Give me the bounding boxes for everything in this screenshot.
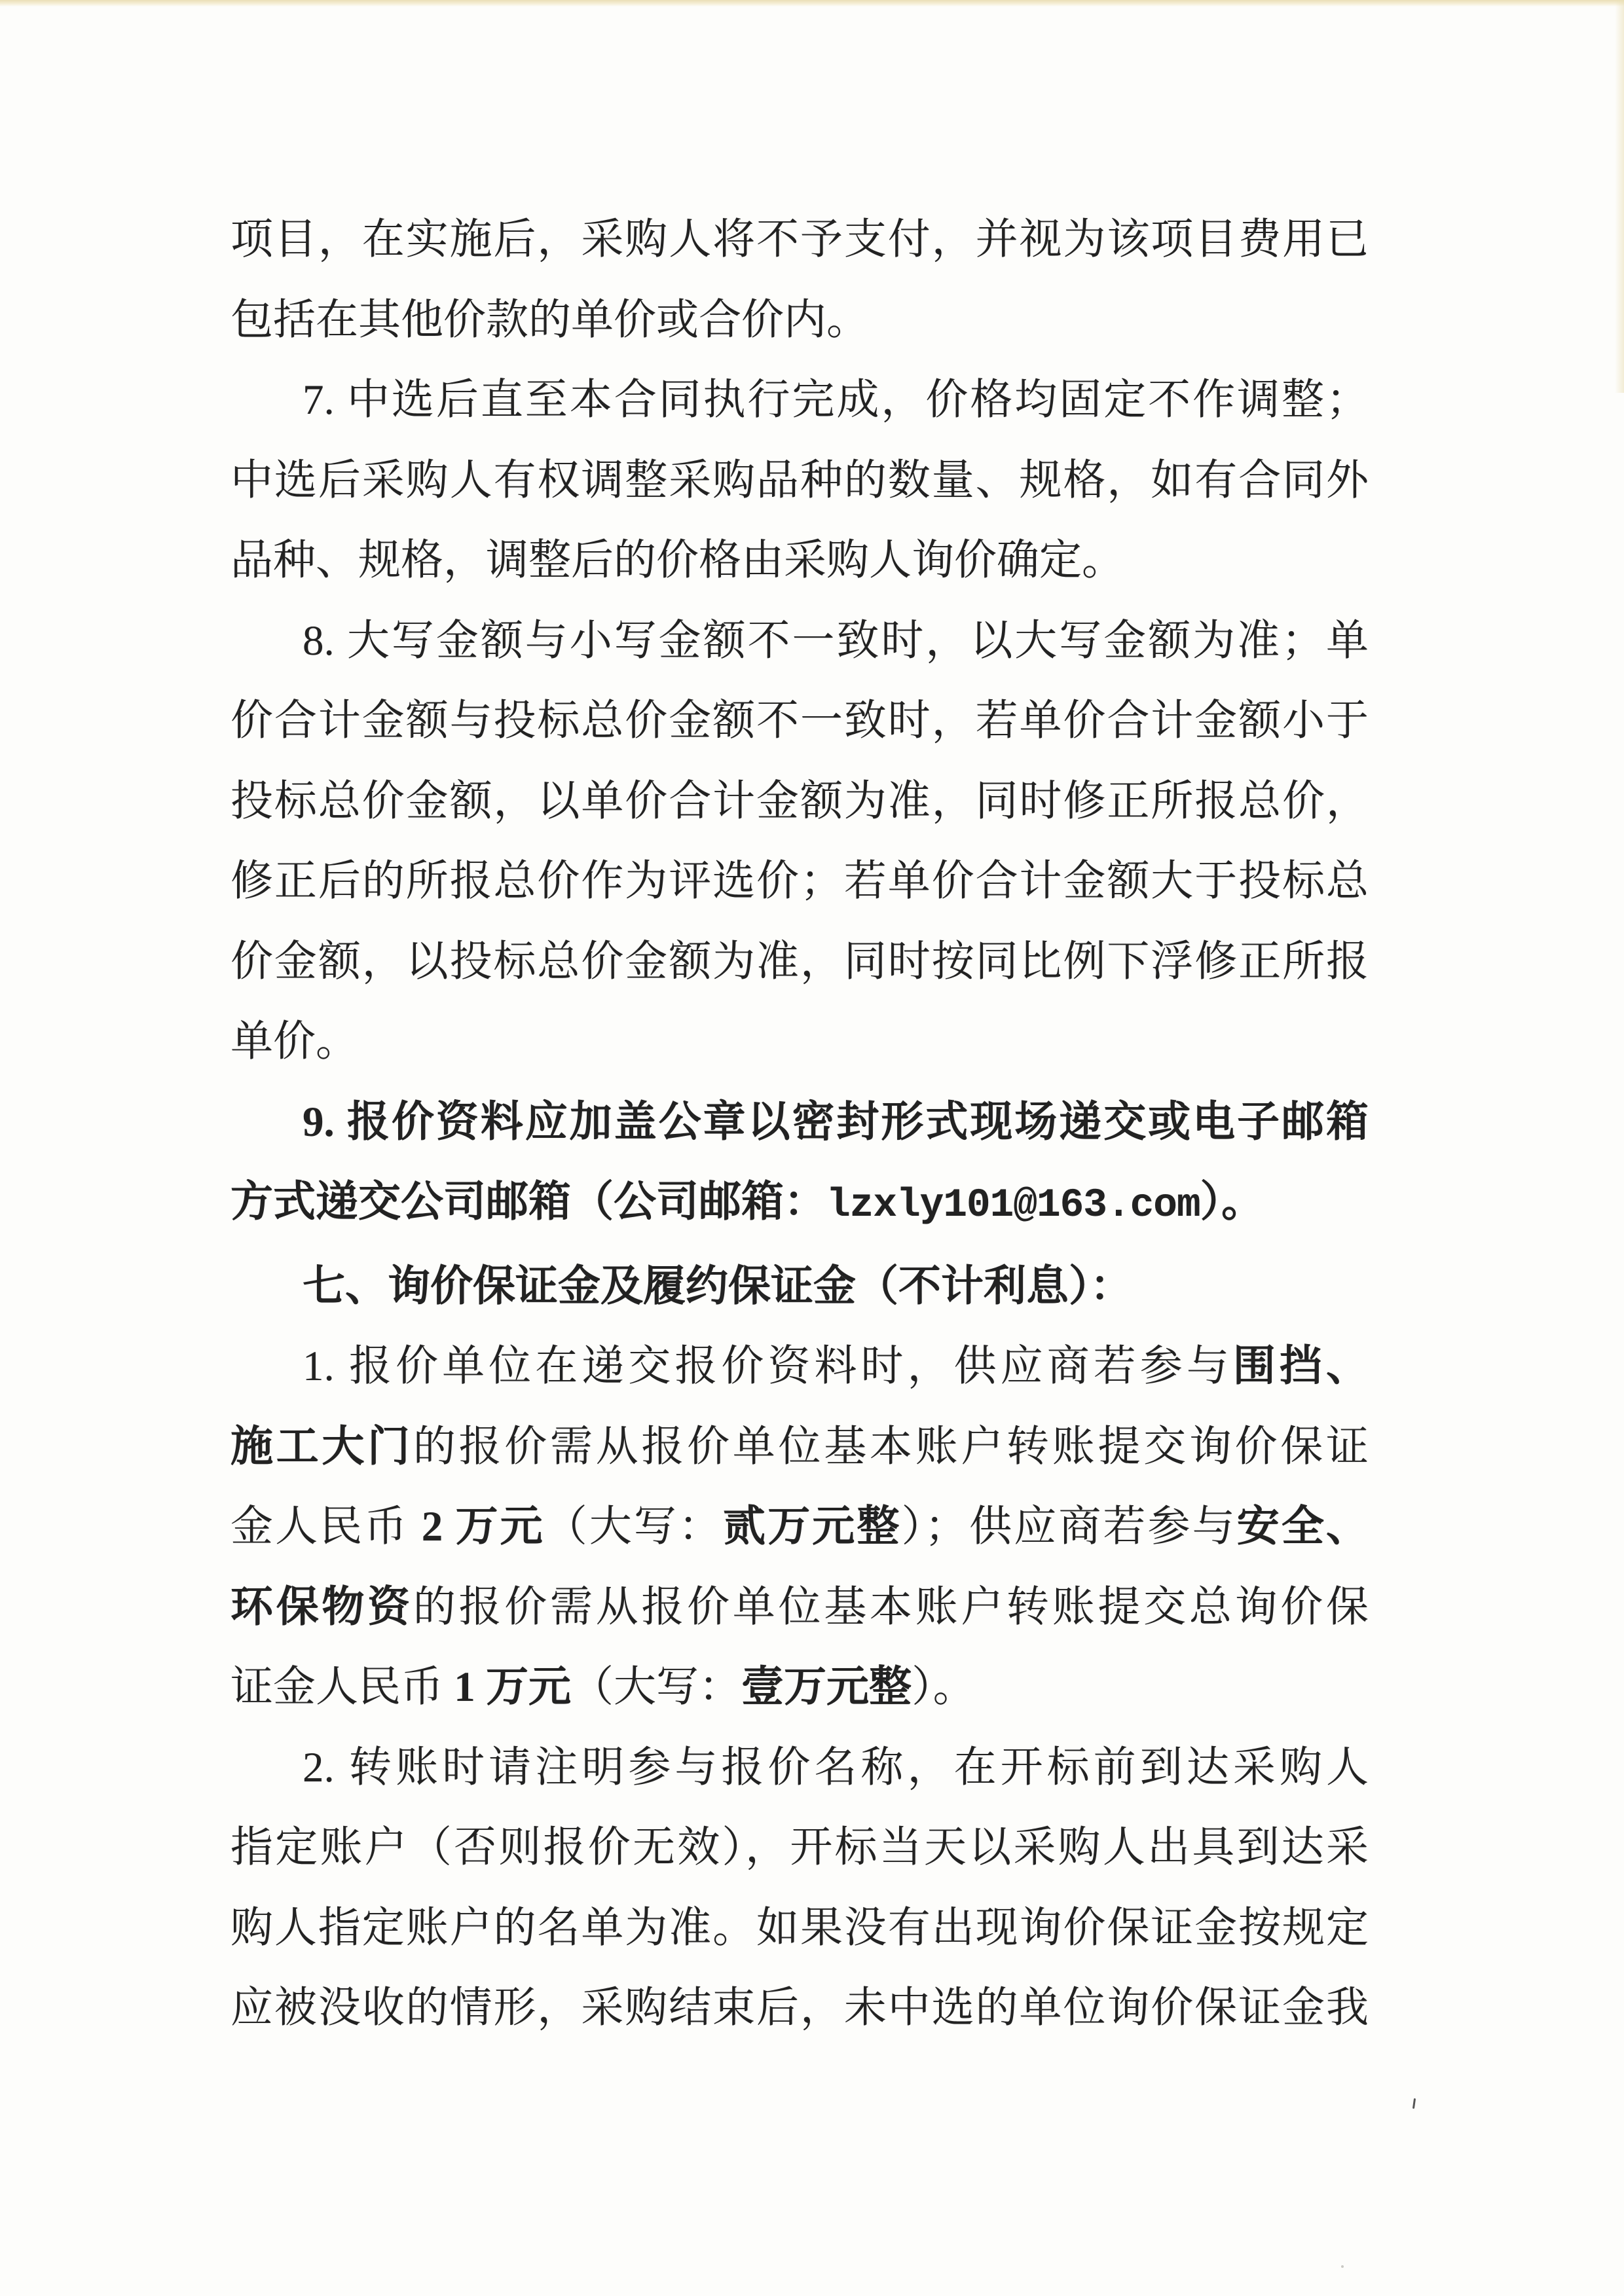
text-line-6 bbox=[231, 601, 1369, 682]
text-line-19 bbox=[231, 1647, 1369, 1728]
scan-speck bbox=[1341, 2265, 1344, 2268]
text-segment: 项目，在实施后，采购人将不予支付，并视为该项目费用已 bbox=[231, 216, 1369, 263]
bold-text-segment: 七、询价保证金及履约保证金（不计利息）： bbox=[303, 1262, 1133, 1310]
text-line-4 bbox=[231, 441, 1369, 521]
text-segment: 2. 转账时请注明参与报价名称，在开标前到达采购人 bbox=[303, 1743, 1369, 1791]
text-line-1 bbox=[231, 200, 1369, 280]
email-text: lzxly101@163.com bbox=[826, 1183, 1200, 1228]
bold-text-segment: 方式递交公司邮箱（公司邮箱： bbox=[231, 1178, 827, 1226]
text-segment: 应被没收的情形，采购结束后，未中选的单位询价保证金我 bbox=[231, 1984, 1369, 2032]
text-segment: ）；供应商若参与 bbox=[901, 1503, 1237, 1550]
text-segment: 包括在其他价款的单价或合价内。 bbox=[231, 296, 870, 344]
bold-text-segment: 环保物资 bbox=[231, 1583, 413, 1631]
text-line-20 bbox=[231, 1728, 1369, 1808]
text-line-21 bbox=[231, 1808, 1369, 1888]
text-segment: ）。 bbox=[912, 1664, 976, 1711]
text-line-17 bbox=[231, 1487, 1369, 1567]
text-line-9 bbox=[231, 841, 1369, 922]
text-line-8 bbox=[231, 761, 1369, 842]
text-segment: 单价。 bbox=[231, 1018, 359, 1065]
text-segment: 证金人民币 bbox=[231, 1664, 454, 1711]
scan-right-edge bbox=[1615, 0, 1624, 393]
document-text-block bbox=[231, 200, 1369, 2049]
bold-text-segment: 2 万元 bbox=[421, 1503, 545, 1550]
text-segment: （大写： bbox=[544, 1503, 724, 1550]
text-segment: 品种、规格，调整后的价格由采购人询价确定。 bbox=[231, 537, 1125, 584]
text-line-15 bbox=[231, 1326, 1369, 1407]
bold-text-segment: 贰万元整 bbox=[723, 1503, 902, 1550]
text-segment: 中选后采购人有权调整采购品种的数量、规格，如有合同外 bbox=[231, 456, 1369, 504]
bold-text-segment: 9. 报价资料应加盖公章以密封形式现场递交或电子邮箱 bbox=[303, 1098, 1369, 1146]
text-line-14 bbox=[231, 1247, 1369, 1327]
text-segment: 指定账户（否则报价无效），开标当天以采购人出具到达采 bbox=[231, 1824, 1369, 1871]
text-line-3 bbox=[231, 360, 1369, 441]
bold-text-segment: ）。 bbox=[1200, 1178, 1264, 1226]
bold-text-segment: 1 万元 bbox=[454, 1664, 572, 1711]
text-line-11 bbox=[231, 1002, 1369, 1082]
text-segment: 价金额，以投标总价金额为准，同时按同比例下浮修正所报 bbox=[231, 938, 1369, 985]
text-line-12 bbox=[231, 1082, 1369, 1163]
text-segment: 的报价需从报价单位基本账户转账提交询价保证 bbox=[413, 1423, 1369, 1470]
text-segment: 1. 报价单位在递交报价资料时，供应商若参与 bbox=[303, 1343, 1233, 1390]
text-line-7 bbox=[231, 681, 1369, 761]
text-segment: 金人民币 bbox=[231, 1503, 422, 1550]
text-segment: 的报价需从报价单位基本账户转账提交总询价保 bbox=[413, 1583, 1369, 1631]
bold-text-segment: 安全、 bbox=[1236, 1503, 1369, 1550]
text-segment: 价合计金额与投标总价金额不一致时，若单价合计金额小于 bbox=[231, 697, 1369, 744]
text-segment: （大写： bbox=[571, 1664, 742, 1711]
text-line-22 bbox=[231, 1888, 1369, 1969]
text-segment: 7. 中选后直至本合同执行完成，价格均固定不作调整； bbox=[303, 376, 1369, 424]
scan-speck bbox=[1412, 2098, 1416, 2109]
text-line-10 bbox=[231, 922, 1369, 1002]
text-line-2 bbox=[231, 280, 1369, 361]
text-line-16 bbox=[231, 1407, 1369, 1487]
bold-text-segment: 施工大门 bbox=[231, 1423, 413, 1470]
text-line-23 bbox=[231, 1968, 1369, 2049]
text-segment: 8. 大写金额与小写金额不一致时，以大写金额为准；单 bbox=[303, 617, 1369, 665]
text-line-18 bbox=[231, 1567, 1369, 1648]
text-segment: 投标总价金额，以单价合计金额为准，同时修正所报总价， bbox=[231, 777, 1369, 825]
scan-top-edge bbox=[0, 0, 1624, 7]
bold-text-segment: 围挡、 bbox=[1232, 1343, 1369, 1390]
text-segment: 修正后的所报总价作为评选价；若单价合计金额大于投标总 bbox=[231, 858, 1369, 905]
text-line-13 bbox=[231, 1162, 1369, 1247]
text-line-5 bbox=[231, 520, 1369, 601]
bold-text-segment: 壹万元整 bbox=[741, 1664, 912, 1711]
text-segment: 购人指定账户的名单为准。如果没有出现询价保证金按规定 bbox=[231, 1904, 1369, 1952]
